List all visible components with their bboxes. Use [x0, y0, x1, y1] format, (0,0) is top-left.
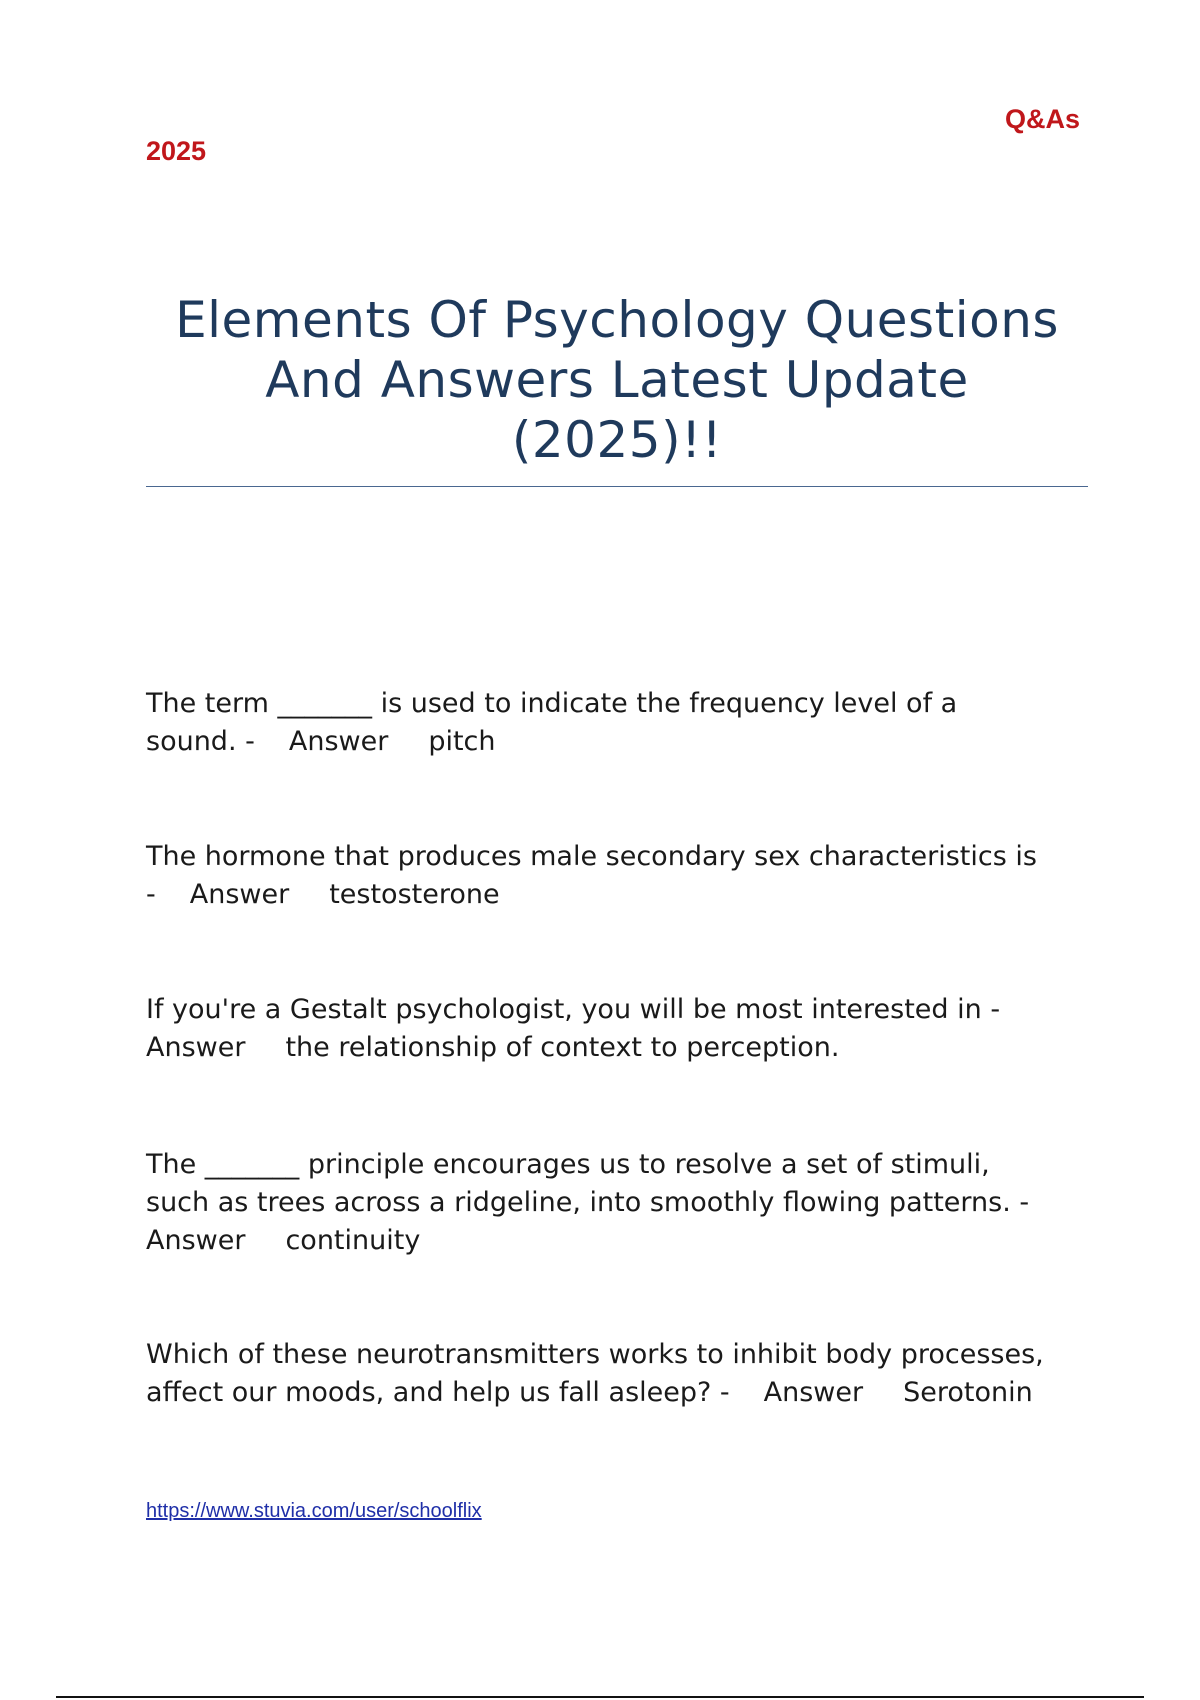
answer-text: testosterone — [329, 879, 500, 910]
answer-label: Answer — [763, 1377, 864, 1408]
answer-text: continuity — [285, 1225, 421, 1256]
question-text: Which of these neurotransmitters works to inhibit body processes, — [146, 1339, 1044, 1370]
question-text: The term _______ is used to indicate the frequency level of a — [146, 688, 958, 719]
title-line-3: (2025)!! — [511, 411, 723, 469]
title-line-1: Elements Of Psychology Questions — [175, 291, 1059, 349]
qa-item-5 — [146, 1336, 1096, 1412]
question-text-continued: - — [146, 879, 156, 910]
question-text: The hormone that produces male secondary sex characteristics is — [146, 841, 1037, 872]
stuvia-profile-link[interactable]: https://www.stuvia.com/user/schoolflix — [146, 1500, 482, 1522]
footer-divider — [56, 1696, 1144, 1698]
question-text-continued: sound. - — [146, 726, 255, 757]
qa-item-4 — [146, 1146, 1096, 1260]
answer-label: Answer — [146, 1225, 246, 1256]
qa-item-1 — [146, 685, 1096, 761]
title-divider — [146, 486, 1088, 487]
title-line-2: And Answers Latest Update — [265, 351, 969, 409]
header-year-label: 2025 — [146, 136, 207, 166]
answer-label: Answer — [189, 879, 290, 910]
answer-text: the relationship of context to perception. — [285, 1032, 840, 1063]
answer-text: pitch — [428, 726, 496, 757]
header-qas-label: Q&As — [1004, 104, 1080, 134]
qa-item-2 — [146, 838, 1096, 914]
question-text: The _______ principle encourages us to resolve a set of stimuli, — [146, 1149, 990, 1180]
qa-item-3 — [146, 991, 1096, 1067]
answer-text: Serotonin — [903, 1377, 1033, 1408]
answer-label: Answer — [146, 1032, 246, 1063]
answer-label: Answer — [288, 726, 389, 757]
document-title — [146, 290, 1088, 470]
question-text: If you're a Gestalt psychologist, you will be most interested in - — [146, 994, 1001, 1025]
question-text-continued: affect our moods, and help us fall asleep? - — [146, 1377, 730, 1408]
question-text-continued: such as trees across a ridgeline, into smoothly flowing patterns. - — [146, 1187, 1030, 1218]
